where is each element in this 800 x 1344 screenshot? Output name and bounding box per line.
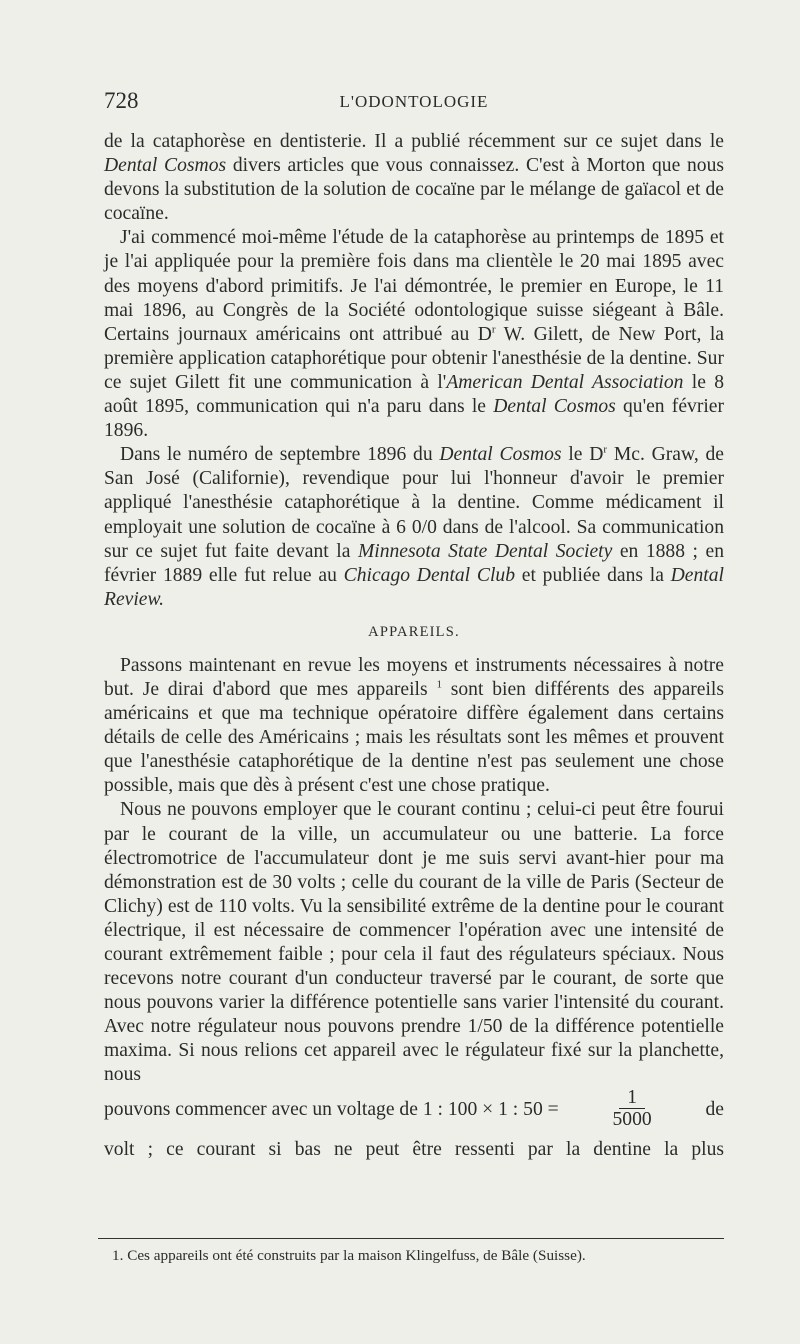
footnote-ref: 1 — [436, 678, 442, 691]
footnote: 1. Ces appareils ont été construits par la maison Klingelfuss, de Bâle (Suisse). — [112, 1247, 586, 1264]
paragraph: J'ai commencé moi-même l'étude de la cataphorèse au printemps de 1895 et je l'ai appliquée pour la première fois dans ma clientèle le 20 mai 1895 avec des moyens d'abord primitifs. Je l'ai démontrée, le premier en Europe, le 11 mai 1896, au Congrès de la Société odontologique suisse siégeant à Bâle. Certains journaux américains ont attribué au $D^r$ W. Gilett, de New Port, la première application cataphorétique pour obtenir l'anesthésie de la dentine. Sur ce sujet Gilett fit une communication à l'American Dental Association le 8 août 1895, communication qui n'a paru dans le Dental Cosmos qu'en février 1896. — [104, 227, 725, 442]
journal-title: Dental Review. — [104, 564, 724, 610]
running-title: L'ODONTOLOGIE — [339, 92, 489, 111]
journal-title: American Dental Association — [446, 371, 684, 393]
journal-title: Dental Cosmos — [104, 155, 227, 177]
journal-title: Dental Cosmos — [493, 396, 616, 418]
paragraph: de la cataphorèse en dentisterie. Il a publié récemment sur ce sujet dans le Dental Cosmos divers articles que vous connaissez. C'est à Morton que nous devons la substitution de la solution de cocaïne par le mélange de gaïacol et de cocaïne. — [104, 131, 724, 225]
paragraph: Passons maintenant en revue les moyens et instruments nécessaires à notre but. Je dirai d'abord que mes appareils $^1$ sont bien différents des appareils américains et que ma technique opératoire diffère également dans certains détails de celle des Américains ; mais les résultats sont les mêmes et prouvent que l'anesthésie cataphorétique de la dentine n'est pas seulement une chose possible, mais que dès à présent c'est une chose pratique. — [104, 654, 725, 797]
page-number: 728 — [104, 88, 139, 113]
club-name: Chicago Dental Club — [343, 564, 515, 586]
paragraph: Dans le numéro de septembre 1896 du Dental Cosmos le $D^r$ Mc. Graw, de San José (Californie), revendique pour lui l'honneur d'avoir le premier appliqué l'anesthésie cataphorétique à la dentine. Comme médicament il employait une solution de cocaïne à 6 0/0 dans de l'alcool. Sa communication sur ce sujet fut faite devant la Minnesota State Dental Society en 1888 ; en février 1889 elle fut relue au Chicago Dental Club et publiée dans la Dental Review. — [104, 443, 725, 610]
paragraph: volt ; ce courant si bas ne peut être ressenti par la dentine la plus — [104, 1138, 724, 1160]
footnote-rule — [98, 1238, 724, 1239]
fraction — [613, 1088, 652, 1131]
formula-tail: de — [705, 1098, 724, 1120]
formula-line — [104, 1082, 724, 1138]
page-header — [104, 88, 724, 118]
journal-title: Dental Cosmos — [439, 444, 562, 466]
fraction-numerator: 1 — [619, 1088, 645, 1109]
fraction-denominator: 5000 — [612, 1109, 652, 1131]
formula-text: pouvons commencer avec un voltage de 1 : 100 × 1 : 50 = — [104, 1098, 559, 1120]
society-name: Minnesota State Dental Society — [357, 540, 613, 562]
section-heading: APPAREILS. — [368, 623, 460, 640]
page-body — [104, 130, 724, 1162]
paragraph: Nous ne pouvons employer que le courant continu ; celui-ci peut être fourui par le courant de la ville, un accumulateur ou une batterie. La force électromotrice de l'accumulateur dont je me suis servi avant-hier pour ma démonstration est de 30 volts ; celle du courant de la ville de Paris (Secteur de Clichy) est de 110 volts. Vu la sensibilité extrême de la dentine pour le courant électrique, il est nécessaire de commencer l'opération avec une intensité de courant extrêmement faible ; pour cela il faut des régulateurs spéciaux. Nous recevons notre courant d'un conducteur traversé par le courant, de sorte que nous pouvons varier la différence potentielle sans varier l'intensité du courant. Avec notre régulateur nous pouvons prendre 1/50 de la différence potentielle maxima. Si nous relions cet appareil avec le régulateur fixé sur la planchette, nous — [104, 799, 724, 1086]
